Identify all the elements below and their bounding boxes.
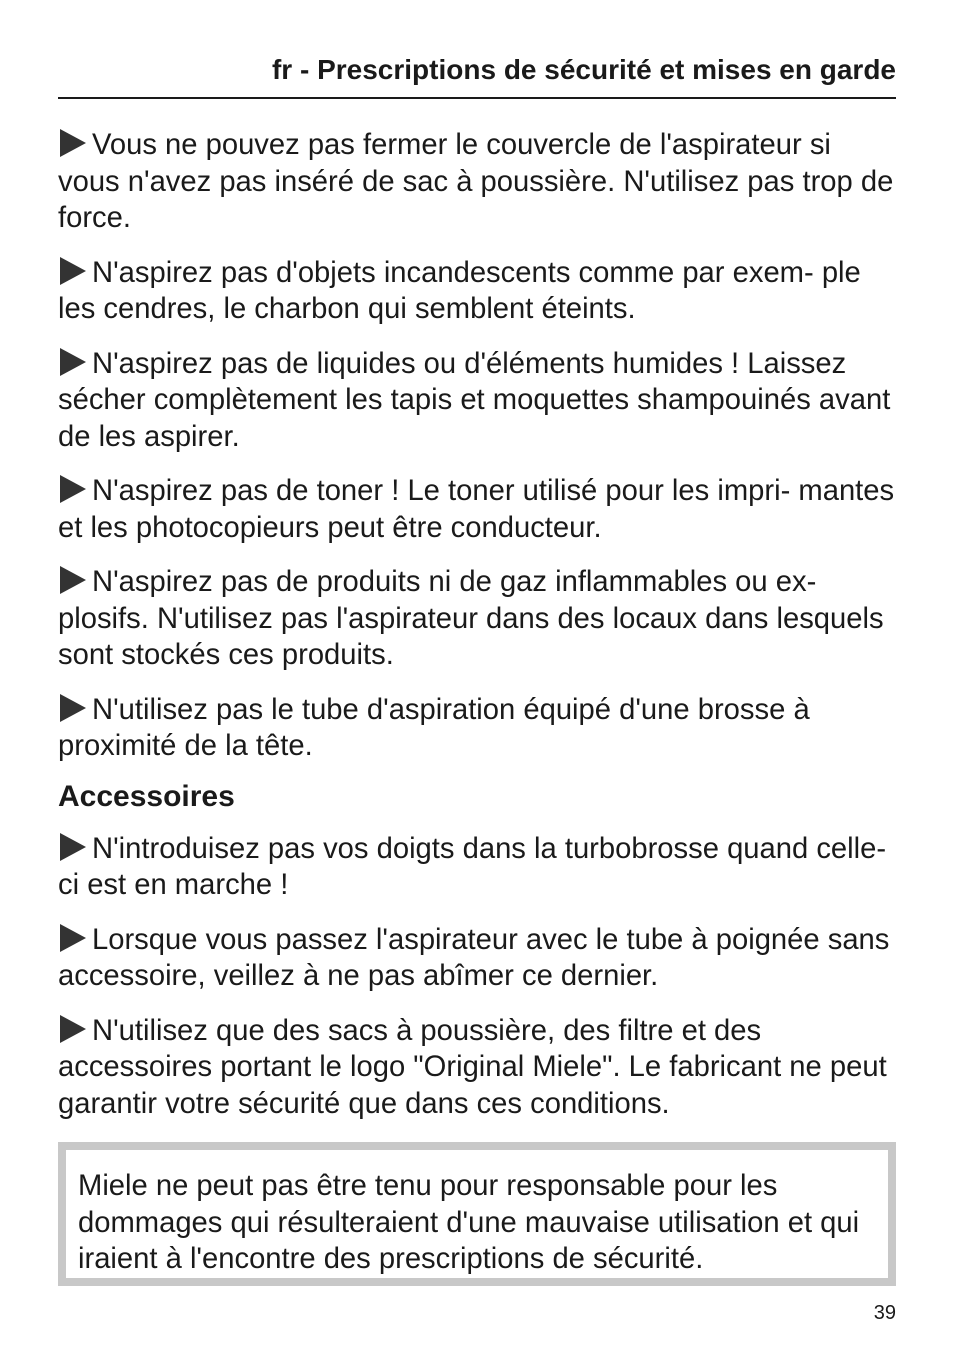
triangle-arrow-icon xyxy=(60,924,86,952)
triangle-arrow-icon xyxy=(60,1015,86,1043)
warning-paragraph xyxy=(58,473,898,546)
triangle-arrow-icon xyxy=(60,833,86,861)
liability-notice-text: Miele ne peut pas être tenu pour responsable pour les dommages qui résulteraient d'une mauvaise utilisation et qui iraient à l'encontre des prescriptions de sécurité. xyxy=(66,1150,888,1278)
accessory-text: Lorsque vous passez l'aspirateur avec le tube à poignée sans accessoire, veillez à ne pas abîmer ce dernier. xyxy=(58,923,890,992)
warning-paragraph xyxy=(58,692,898,765)
triangle-arrow-icon xyxy=(60,129,86,157)
warning-paragraph xyxy=(58,127,898,237)
triangle-arrow-icon xyxy=(60,694,86,722)
triangle-arrow-icon xyxy=(60,475,86,503)
triangle-arrow-icon xyxy=(60,348,86,376)
warning-text: N'aspirez pas de liquides ou d'éléments humides ! Laissez sécher complètement les tapis et moquettes shampouinés avant de les aspirer. xyxy=(58,347,891,453)
accessory-text: N'introduisez pas vos doigts dans la turbobrosse quand celle-ci est en marche ! xyxy=(58,832,887,901)
triangle-arrow-icon xyxy=(60,257,86,285)
warning-paragraph xyxy=(58,255,898,328)
warning-text: N'aspirez pas d'objets incandescents comme par exem- ple les cendres, le charbon qui semblent éteints. xyxy=(58,256,861,325)
accessory-paragraph xyxy=(58,831,898,904)
warning-text: N'aspirez pas de produits ni de gaz inflammables ou ex- plosifs. N'utilisez pas l'aspirateur dans des locaux dans lesquels sont stockés ces produits. xyxy=(58,566,884,671)
accessory-paragraph xyxy=(58,1013,898,1123)
warning-text: N'aspirez pas de toner ! Le toner utilisé pour les impri- mantes et les photocopieurs peut être conducteur. xyxy=(58,475,895,544)
accessory-text: N'utilisez que des sacs à poussière, des filtre et des accessoires portant le logo "Original Miele". Le fabricant ne peut garantir votre sécurité que dans ces conditions. xyxy=(58,1014,887,1120)
section-heading-accessoires: Accessoires xyxy=(58,779,235,813)
accessory-paragraph xyxy=(58,922,898,995)
warning-paragraph xyxy=(58,564,898,674)
warning-text: N'utilisez pas le tube d'aspiration équipé d'une brosse à proximité de la tête. xyxy=(58,693,810,762)
triangle-arrow-icon xyxy=(60,566,86,594)
liability-notice-box xyxy=(58,1142,896,1286)
warning-paragraph xyxy=(58,346,898,456)
header-divider xyxy=(58,97,896,99)
page-number: 39 xyxy=(873,1302,896,1324)
page-header: fr - Prescriptions de sécurité et mises en garde xyxy=(271,54,896,85)
warning-text: Vous ne pouvez pas fermer le couvercle de l'aspirateur si vous n'avez pas inséré de sac à poussière. N'utilisez pas trop de force. xyxy=(58,129,894,234)
main-content xyxy=(58,127,898,1140)
